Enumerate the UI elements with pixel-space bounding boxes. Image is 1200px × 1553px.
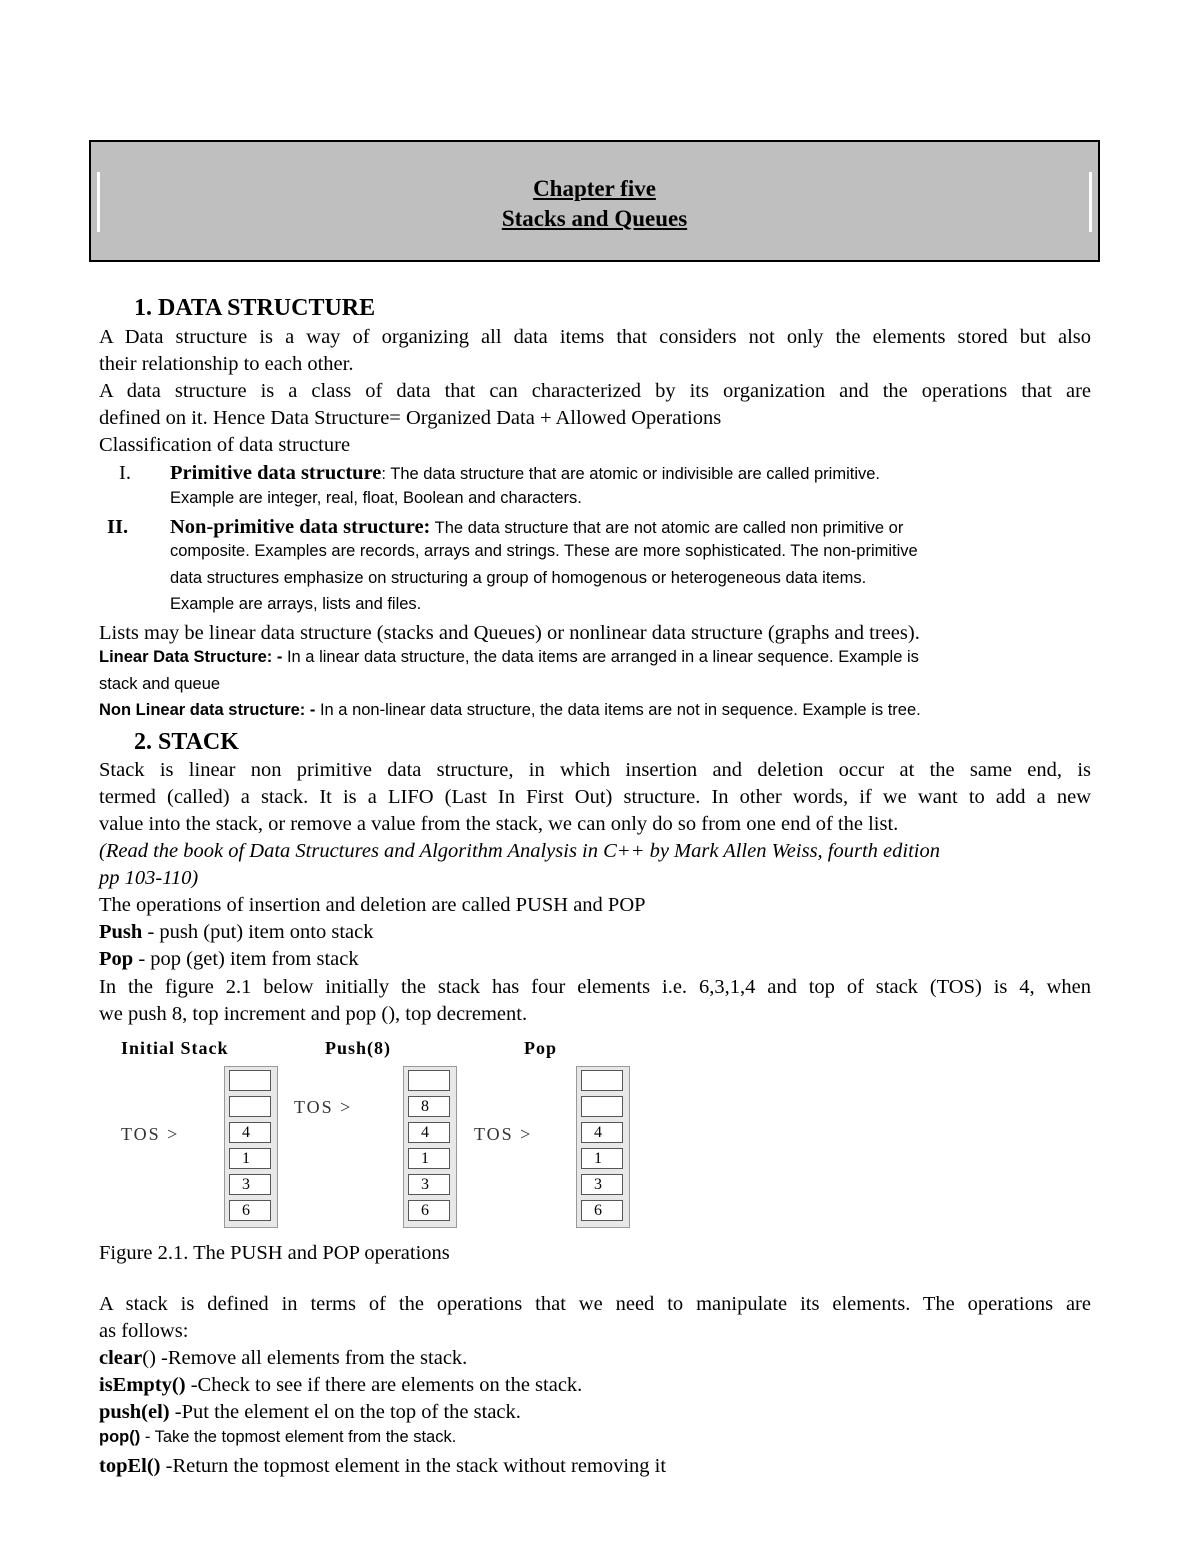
- list-item-line: Example are arrays, lists and files.: [170, 595, 422, 613]
- linear-definition: [99, 648, 919, 667]
- definition: -Check to see if there are elements on the stack.: [185, 1374, 583, 1396]
- tos-pointer: TOS >: [121, 1124, 180, 1144]
- term: topEl(): [99, 1455, 161, 1477]
- stack-cell: [581, 1096, 623, 1117]
- nonlinear-definition: [99, 701, 921, 720]
- definition: -Put the element el on the top of the stack.: [169, 1401, 521, 1423]
- term: clear: [99, 1347, 143, 1369]
- term: isEmpty(): [99, 1374, 186, 1396]
- stack-cell: 6: [408, 1200, 450, 1221]
- term: Non-primitive data structure:: [170, 516, 431, 538]
- paragraph-line: The operations of insertion and deletion are called PUSH and POP: [99, 894, 646, 916]
- figure-label-pop: Pop: [524, 1038, 558, 1058]
- stack-cell: 3: [581, 1174, 623, 1195]
- list-item-nonprimitive: [170, 514, 903, 541]
- stack-cell: 4: [229, 1122, 271, 1143]
- definition: In a non-linear data structure, the data items are not in sequence. Example is tree.: [315, 701, 921, 719]
- definition: The data structure that are not atomic are called non primitive or: [430, 519, 904, 537]
- stack-cell: 4: [581, 1122, 623, 1143]
- stack-initial: [224, 1066, 278, 1228]
- list-item-line: composite. Examples are records, arrays and strings. These are more sophisticated. The non-primitive: [170, 542, 918, 560]
- list-item-line: Example are integer, real, float, Boolean and characters.: [170, 489, 582, 507]
- stack-cell: 1: [581, 1148, 623, 1169]
- chapter-number: Chapter five: [533, 176, 656, 201]
- term: Non Linear data structure: -: [99, 701, 316, 719]
- op-pop: [99, 1428, 456, 1447]
- stack-after-push: [403, 1066, 457, 1228]
- figure-label-push: Push(8): [325, 1038, 392, 1058]
- definition: : The data structure that are atomic or indivisible are called primitive.: [381, 465, 880, 483]
- definition: () -Remove all elements from the stack.: [142, 1347, 468, 1369]
- definition: - Take the topmost element from the stack.: [140, 1428, 457, 1446]
- paragraph-line: as follows:: [99, 1320, 189, 1342]
- op-topel: [99, 1453, 666, 1480]
- stack-cell: 3: [229, 1174, 271, 1195]
- list-number: II.: [107, 516, 129, 538]
- definition: In a linear data structure, the data items are arranged in a linear sequence. Example is: [282, 648, 919, 666]
- stack-cell: 1: [229, 1148, 271, 1169]
- section-heading-data-structure: 1. DATA STRUCTURE: [134, 295, 376, 321]
- term: Pop: [99, 948, 134, 970]
- reference-line: pp 103-110): [99, 867, 199, 889]
- term: Linear Data Structure: -: [99, 648, 283, 666]
- list-item-line: data structures emphasize on structuring a group of homogenous or heterogeneous data items.: [170, 569, 867, 587]
- list-item-primitive: [170, 460, 1091, 487]
- paragraph-line: value into the stack, or remove a value from the stack, we can only do so from one end of the list.: [99, 813, 899, 835]
- op-isempty: [99, 1372, 582, 1399]
- term: Push: [99, 921, 143, 943]
- paragraph-line: we push 8, top increment and pop (), top decrement.: [99, 1003, 528, 1025]
- stack-cell: 4: [408, 1122, 450, 1143]
- term: push(el): [99, 1401, 170, 1423]
- stack-after-pop: [576, 1066, 630, 1228]
- paragraph-line: Stack is linear non primitive data structure, in which insertion and deletion occur at the same end, is: [99, 759, 1091, 781]
- figure-label-initial-stack: Initial Stack: [121, 1038, 229, 1058]
- definition: -Return the topmost element in the stack without removing it: [160, 1455, 667, 1477]
- section-heading-stack: 2. STACK: [134, 729, 239, 755]
- stack-cell: [581, 1070, 623, 1091]
- stack-cell: 3: [408, 1174, 450, 1195]
- paragraph-line: their relationship to each other.: [99, 353, 354, 375]
- chapter-title: Stacks and Queues: [501, 206, 688, 231]
- term: pop(): [99, 1428, 141, 1446]
- reference-line: (Read the book of Data Structures and Algorithm Analysis in C++ by Mark Allen Weiss, fourth edition: [99, 840, 940, 862]
- paragraph-line: A stack is defined in terms of the operations that we need to manipulate its elements. The operations are: [99, 1293, 1091, 1315]
- pop-definition: [99, 946, 359, 973]
- stack-cell: 8: [408, 1096, 450, 1117]
- paragraph-line: stack and queue: [99, 675, 221, 693]
- paragraph-line: A Data structure is a way of organizing all data items that considers not only the elements stored but also: [99, 326, 1091, 348]
- definition: - push (put) item onto stack: [142, 921, 374, 943]
- stack-cell: 1: [408, 1148, 450, 1169]
- push-definition: [99, 919, 373, 946]
- stack-cell: [229, 1070, 271, 1091]
- term: Primitive data structure: [170, 462, 382, 484]
- op-clear: [99, 1345, 467, 1372]
- stack-cell: 6: [581, 1200, 623, 1221]
- paragraph-line: Lists may be linear data structure (stacks and Queues) or nonlinear data structure (graphs and trees).: [99, 622, 920, 644]
- paragraph-line: Classification of data structure: [99, 434, 351, 456]
- paragraph-line: defined on it. Hence Data Structure= Organized Data + Allowed Operations: [99, 407, 722, 429]
- paragraph-line: A data structure is a class of data that can characterized by its organization and the operations that are: [99, 380, 1091, 402]
- chapter-title-box: [89, 140, 1100, 262]
- op-push: [99, 1399, 521, 1426]
- figure-caption: Figure 2.1. The PUSH and POP operations: [99, 1242, 450, 1264]
- stack-cell: [408, 1070, 450, 1091]
- tos-pointer: TOS >: [294, 1097, 353, 1117]
- stack-cell: [229, 1096, 271, 1117]
- definition: - pop (get) item from stack: [133, 948, 359, 970]
- list-number: I.: [119, 462, 131, 484]
- stack-cell: 6: [229, 1200, 271, 1221]
- tos-pointer: TOS >: [474, 1124, 533, 1144]
- paragraph-line: termed (called) a stack. It is a LIFO (Last In First Out) structure. In other words, if we want to add a new: [99, 786, 1091, 808]
- paragraph-line: In the figure 2.1 below initially the stack has four elements i.e. 6,3,1,4 and top of stack (TOS) is 4, when: [99, 976, 1091, 998]
